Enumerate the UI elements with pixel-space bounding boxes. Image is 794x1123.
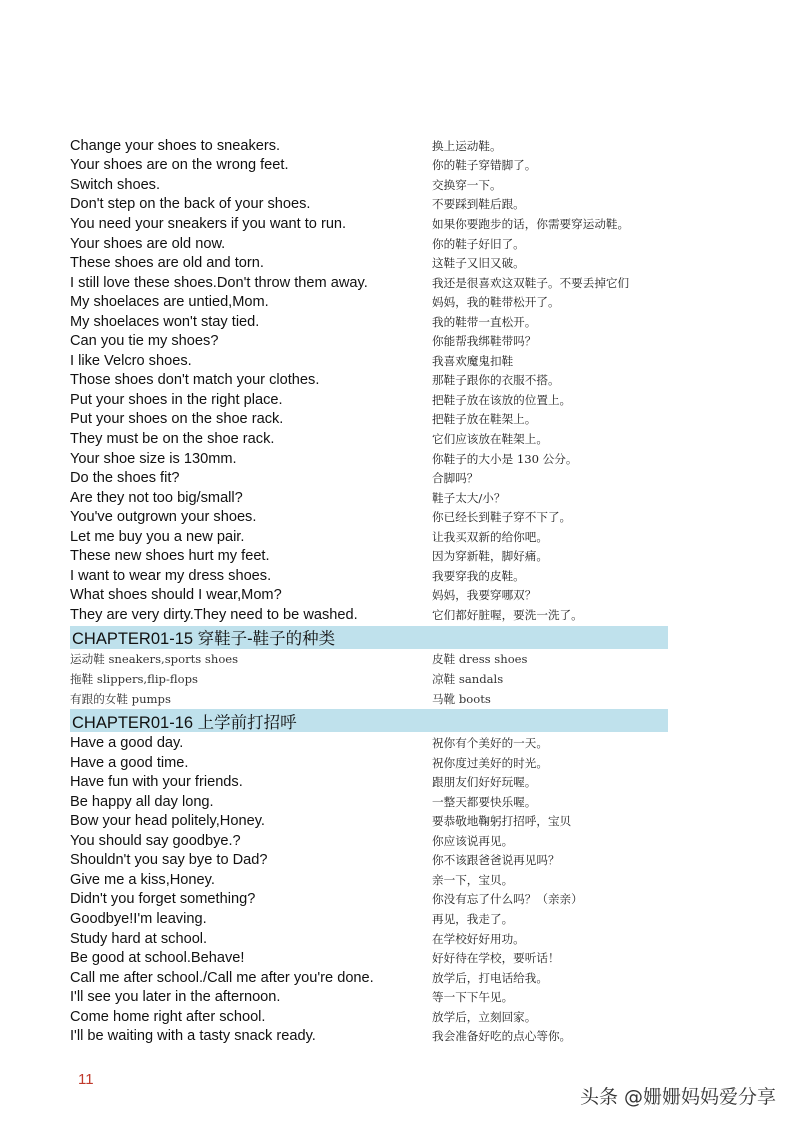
english-phrase: They are very dirty.They need to be washed. [70,606,358,623]
chinese-translation: 换上运动鞋。 [432,138,502,153]
phrase-list-greetings [70,733,668,1046]
chinese-translation: 放学后，立刻回家。 [432,1009,537,1024]
phrase-row [70,1027,668,1047]
phrase-row [70,772,668,792]
phrase-row [70,987,668,1007]
chinese-translation: 你能帮我绑鞋带吗？ [432,334,537,349]
chinese-translation: 好好待在学校，要听话！ [432,951,560,966]
chinese-translation: 你应该说再见。 [432,833,514,848]
chinese-translation: 妈妈，我的鞋带松开了。 [432,295,560,310]
chinese-translation: 再见，我走了。 [432,912,514,926]
vocab-list-shoe-types [70,650,668,709]
phrase-row [70,948,668,968]
chinese-translation: 让我买双新的给你吧。 [432,529,548,544]
chinese-translation: 不要踩到鞋后跟。 [432,197,525,212]
chinese-translation: 跟朋友们好好玩喔。 [432,775,537,790]
phrase-row [70,410,668,430]
phrase-row [70,273,668,293]
english-phrase: You've outgrown your shoes. [70,509,257,526]
phrase-row [70,195,668,215]
english-phrase: These shoes are old and torn. [70,255,264,272]
vocab-item-left: 运动鞋 sneakers,sports shoes [70,652,239,667]
chapter-header-15: CHAPTER01-15 穿鞋子-鞋子的种类 [70,626,668,649]
vocab-item-left: 有跟的女鞋 pumps [70,691,171,706]
chapter-header-16: CHAPTER01-16 上学前打招呼 [70,709,668,732]
chinese-translation: 一整天都要快乐喔。 [432,794,537,809]
english-phrase: Didn't you forget something? [70,891,256,908]
chinese-translation: 我还是很喜欢这双鞋子。不要丢掉它们 [432,275,630,290]
english-phrase: Change your shoes to sneakers. [70,137,281,154]
english-phrase: Put your shoes in the right place. [70,391,283,408]
english-phrase: Be happy all day long. [70,793,214,810]
chinese-translation: 你的鞋子穿错脚了。 [432,158,537,173]
english-phrase: Give me a kiss,Honey. [70,871,215,888]
english-phrase: My shoelaces are untied,Mom. [70,294,269,311]
phrase-row [70,929,668,949]
phrase-row [70,546,668,566]
english-phrase: Have a good time. [70,754,189,771]
english-phrase: You should say goodbye.? [70,832,241,849]
phrase-row [70,449,668,469]
chinese-translation: 它们应该放在鞋架上。 [432,431,548,446]
chinese-translation: 你不该跟爸爸说再见吗？ [432,853,560,868]
english-phrase: Your shoes are old now. [70,235,226,252]
phrase-row [70,968,668,988]
chinese-translation: 亲一下，宝贝。 [432,872,514,887]
phrase-row [70,214,668,234]
english-phrase: I still love these shoes.Don't throw them away. [70,274,368,291]
phrase-list-shoes [70,136,668,625]
vocab-item-right: 皮鞋 dress shoes [432,652,528,667]
english-phrase: I like Velcro shoes. [70,352,192,369]
chinese-translation: 我喜欢魔鬼扣鞋 [432,353,514,368]
chinese-translation: 你已经长到鞋子穿不下了。 [432,510,572,525]
chinese-translation: 在学校好好用功。 [432,931,525,946]
phrase-row [70,175,668,195]
phrase-row [70,234,668,254]
phrase-row [70,792,668,812]
phrase-row [70,312,668,332]
chinese-translation: 妈妈，我要穿哪双？ [432,588,537,603]
english-phrase: Bow your head politely,Honey. [70,813,265,830]
english-phrase: I want to wear my dress shoes. [70,567,272,584]
english-phrase: Come home right after school. [70,1008,266,1025]
phrase-row [70,468,668,488]
english-phrase: Call me after school./Call me after you're done. [70,969,374,986]
english-phrase: Study hard at school. [70,930,208,947]
english-phrase: Your shoe size is 130mm. [70,450,237,467]
chinese-translation: 合脚吗？ [432,471,479,486]
phrase-row [70,136,668,156]
vocab-item-left: 拖鞋 slippers,flip-flops [70,671,198,686]
chinese-translation: 交换穿一下。 [432,177,502,192]
chinese-translation: 等一下下午见。 [432,990,514,1005]
phrase-row [70,586,668,606]
phrase-row [70,753,668,773]
english-phrase: What shoes should I wear,Mom? [70,587,282,604]
phrase-row [70,390,668,410]
phrase-row [70,507,668,527]
phrase-row [70,156,668,176]
english-phrase: Those shoes don't match your clothes. [70,372,320,389]
chinese-translation: 我会准备好吃的点心等你。 [432,1029,572,1044]
chinese-translation: 它们都好脏喔，要洗一洗了。 [432,607,583,622]
phrase-row [70,890,668,910]
chinese-translation: 我的鞋带一直松开。 [432,314,537,329]
english-phrase: Have a good day. [70,735,184,752]
english-phrase: Can you tie my shoes? [70,333,219,350]
phrase-row [70,292,668,312]
phrase-row [70,566,668,586]
phrase-row [70,1007,668,1027]
phrase-row [70,909,668,929]
phrase-row [70,605,668,625]
english-phrase: Let me buy you a new pair. [70,528,245,545]
vocab-row [70,669,668,689]
english-phrase: My shoelaces won't stay tied. [70,313,260,330]
english-phrase: Shouldn't you say bye to Dad? [70,852,268,869]
phrase-row [70,851,668,871]
english-phrase: You need your sneakers if you want to run. [70,215,347,232]
vocab-row [70,650,668,670]
phrase-row [70,870,668,890]
english-phrase: Goodbye!I'm leaving. [70,911,207,927]
english-phrase: Be good at school.Behave! [70,950,245,967]
chinese-translation: 把鞋子放在该放的位置上。 [432,392,572,407]
english-phrase: I'll be waiting with a tasty snack ready. [70,1028,316,1045]
page-content [70,136,668,1046]
english-phrase: Put your shoes on the shoe rack. [70,411,284,428]
vocab-item-right: 凉鞋 sandals [432,671,504,686]
phrase-row [70,253,668,273]
english-phrase: Switch shoes. [70,176,161,193]
vocab-row [70,689,668,709]
chinese-translation: 我要穿我的皮鞋。 [432,568,525,583]
english-phrase: Do the shoes fit? [70,470,180,487]
phrase-row [70,831,668,851]
chinese-translation: 祝你有个美好的一天。 [432,736,548,751]
english-phrase: These new shoes hurt my feet. [70,548,270,565]
page-number: 11 [78,1071,94,1088]
chinese-translation: 那鞋子跟你的衣服不搭。 [432,373,560,388]
phrase-row [70,733,668,753]
english-phrase: I'll see you later in the afternoon. [70,989,281,1006]
phrase-row [70,331,668,351]
phrase-row [70,371,668,391]
english-phrase: They must be on the shoe rack. [70,430,275,447]
phrase-row [70,429,668,449]
english-phrase: Are they not too big/small? [70,489,243,506]
chinese-translation: 这鞋子又旧又破。 [432,256,525,271]
chinese-translation: 你鞋子的大小是 130 公分。 [432,451,578,466]
watermark: 头条 @姗姗妈妈爱分享 [579,1086,776,1108]
chinese-translation: 要恭敬地鞠躬打招呼，宝贝 [432,814,572,829]
chinese-translation: 你的鞋子好旧了。 [432,236,525,251]
phrase-row [70,351,668,371]
phrase-row [70,812,668,832]
english-phrase: Have fun with your friends. [70,774,243,791]
chinese-translation: 放学后，打电话给我。 [432,970,548,985]
phrase-row [70,488,668,508]
chinese-translation: 鞋子太大/小？ [432,490,506,505]
english-phrase: Your shoes are on the wrong feet. [70,157,289,174]
chinese-translation: 祝你度过美好的时光。 [432,755,548,770]
chinese-translation: 如果你要跑步的话，你需要穿运动鞋。 [432,216,630,231]
english-phrase: Don't step on the back of your shoes. [70,196,311,213]
chinese-translation: 把鞋子放在鞋架上。 [432,412,537,427]
chinese-translation: 因为穿新鞋，脚好痛。 [432,549,548,564]
vocab-item-right: 马靴 boots [432,691,491,706]
chinese-translation: 你没有忘了什么吗？（亲亲） [432,892,583,907]
phrase-row [70,527,668,547]
